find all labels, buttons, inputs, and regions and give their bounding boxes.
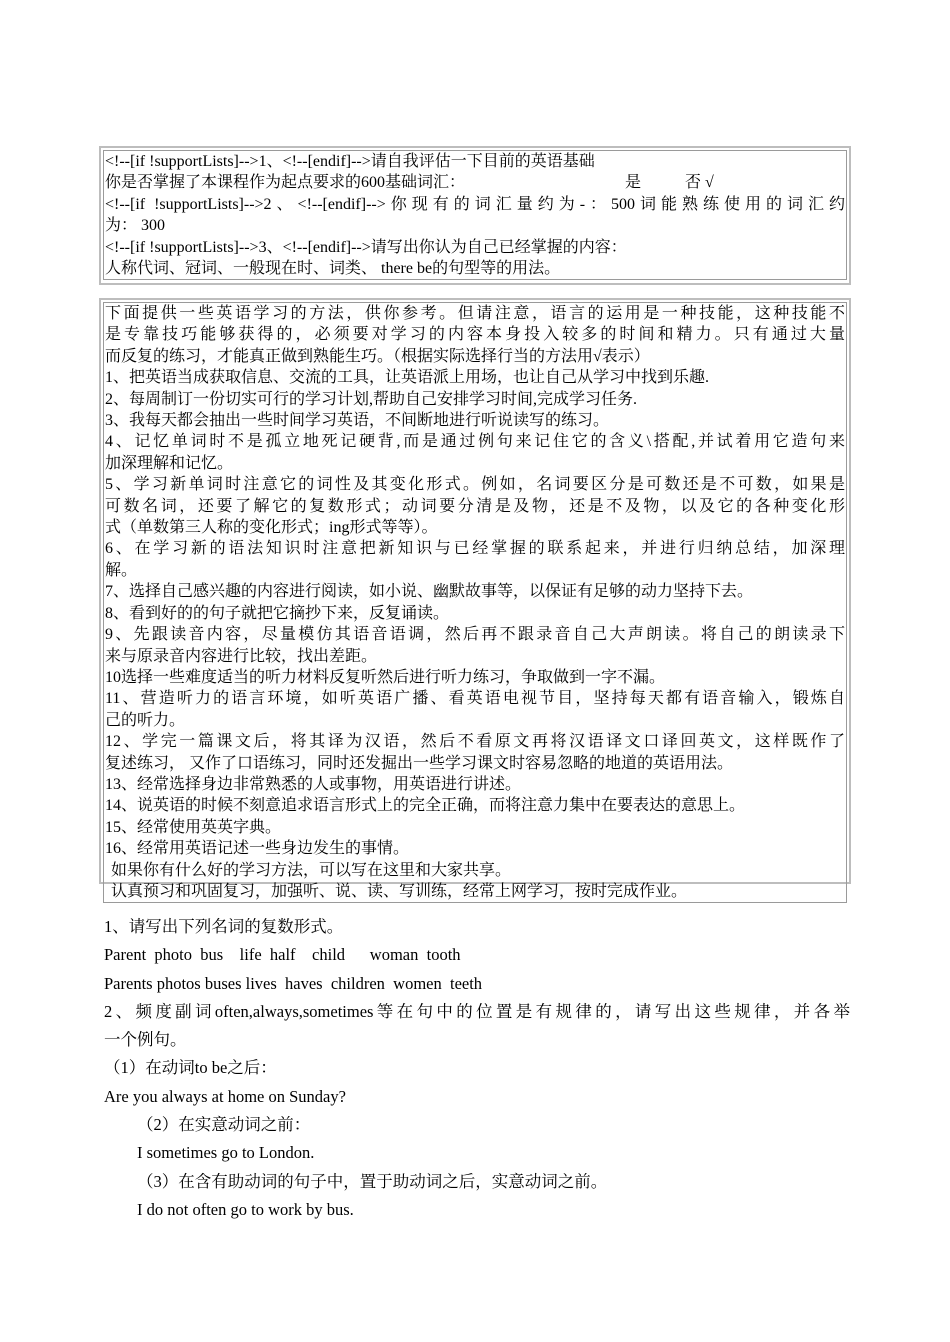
q2-line-2: 为： 300 [105, 217, 166, 235]
method-line: 而反复的练习，才能真正做到熟能生巧。（根据实际选择行当的方法用√表示） [105, 347, 650, 365]
q3-answer: 人称代词、冠词、一般现在时、词类、 there be的句型等的用法。 [105, 260, 561, 278]
method-line: 是专靠技巧能够获得的，必须要对学习的内容本身投入较多的时间和精力。只有通过大量 [105, 326, 845, 344]
method-line: 6、在学习新的语法知识时注意把新知识与已经掌握的联系起来，并进行归纳总结，加深理 [105, 540, 845, 558]
q1-no-option: 否 √ [685, 174, 714, 192]
method-line: 下面提供一些英语学习的方法，供你参考。但请注意，语言的运用是一种技能，这种技能不 [105, 305, 845, 322]
method-line: 10选择一些难度适当的听力材料反复听然后进行听力练习，争取做到一字不漏。 [105, 668, 666, 686]
method-line: 可数名词，还要了解它的复数形式；动词要分清是及物，还是不及物，以及它的各种变化形 [105, 497, 845, 515]
q1-line [105, 172, 845, 193]
method-line: 复述练习， 又作了口语练习，同时还发掘出一些学习课文时容易忽略的地道的英语用法。 [105, 754, 734, 772]
method-line: 加深理解和记忆。 [105, 454, 234, 472]
method-line: 9、先跟读音内容，尽量模仿其语音语调，然后再不跟录音自己大声朗读。将自己的朗读录下 [105, 626, 845, 644]
learning-methods-box [99, 298, 851, 900]
method-line: 14、说英语的时候不刻意追求语言形式上的完全正确，而将注意力集中在要表达的意思上。 [105, 797, 746, 815]
method-line: 式（单数第三人称的变化形式；ing形式等等）。 [105, 519, 438, 537]
method-line: 11、营造听力的语言环境，如听英语广播、看英语电视节目，坚持每天都有语音输入，锻炼自 [105, 690, 845, 708]
q1-prefix: <!--[if !supportLists]-->1、<!--[endif]-->请自我评估一下目前的英语基础 [105, 153, 595, 170]
method-line: 4、记忆单词时不是孤立地死记硬背,而是通过例句来记住它的含义\搭配,并试着用它造句来 [105, 433, 845, 451]
method-line: 13、经常选择身边非常熟悉的人或事物，用英语进行讲述。 [105, 775, 522, 793]
method-line: 己的听力。 [105, 711, 186, 729]
q3-prefix: <!--[if !supportLists]-->3、<!--[endif]-->请写出你认为自己已经掌握的内容： [105, 238, 627, 256]
exercise-1-answers: Parents photos buses lives haves children women teeth [104, 973, 483, 993]
exercises-section [104, 913, 850, 1224]
method-line: 如果你有什么好的学习方法，可以写在这里和大家共享。 [111, 861, 512, 879]
method-line: 8、看到好的的句子就把它摘抄下来，反复诵读。 [105, 604, 450, 622]
example-2: I sometimes go to London. [137, 1143, 315, 1163]
rule-1: （1）在动词to be之后： [104, 1058, 277, 1078]
exercise-2-line-2: 一个例句。 [104, 1030, 187, 1050]
self-assessment-box [99, 146, 851, 285]
example-1: Are you always at home on Sunday? [104, 1086, 346, 1106]
exercise-1-title: 1、请写出下列名词的复数形式。 [104, 917, 344, 936]
q2-line-1: <!--[if !supportLists]-->2、<!--[endif]-->你现有的词汇量约为-：500词能熟练使用的词汇约 [105, 195, 845, 213]
example-3: I do not often go to work by bus. [137, 1199, 354, 1219]
q1-question: 你是否掌握了本课程作为起点要求的600基础词汇： [105, 174, 466, 192]
q1-yes-option: 是 [625, 174, 642, 192]
learning-methods-inner [103, 302, 847, 903]
method-line: 7、选择自己感兴趣的内容进行阅读，如小说、幽默故事等，以保证有足够的动力坚持下去。 [105, 583, 754, 601]
method-line: 来与原录音内容进行比较，找出差距。 [105, 647, 378, 665]
rule-3: （3）在含有助动词的句子中，置于助动词之后，实意动词之前。 [137, 1171, 608, 1191]
method-line: 12、学完一篇课文后，将其译为汉语，然后不看原文再将汉语译文口译回英文，这样既作了 [105, 733, 845, 751]
method-line: 2、每周制订一份切实可行的学习计划,帮助自己安排学习时间,完成学习任务. [105, 390, 638, 408]
self-assessment-inner [103, 150, 847, 280]
exercise-2-line-1: 2、频度副词often,always,sometimes等在句中的位置是有规律的，请写出这些规律，并各举 [104, 1001, 850, 1021]
method-line: 认真预习和巩固复习，加强听、说、读、写训练，经常上网学习，按时完成作业。 [111, 882, 688, 900]
method-line: 15、经常使用英英字典。 [105, 818, 282, 836]
method-line: 16、经常用英语记述一些身边发生的事情。 [105, 840, 410, 858]
method-line: 3、我每天都会抽出一些时间学习英语，不间断地进行听说读写的练习。 [105, 412, 610, 430]
rule-2: （2）在实意动词之前： [137, 1115, 311, 1135]
method-line: 5、学习新单词时注意它的词性及其变化形式。例如，名词要区分是可数还是不可数，如果是 [105, 476, 845, 494]
method-line: 解。 [105, 561, 138, 579]
exercise-1-words: Parent photo bus life half child woman tooth [104, 945, 461, 965]
method-line: 1、把英语当成获取信息、交流的工具，让英语派上用场，也让自己从学习中找到乐趣. [105, 369, 710, 387]
